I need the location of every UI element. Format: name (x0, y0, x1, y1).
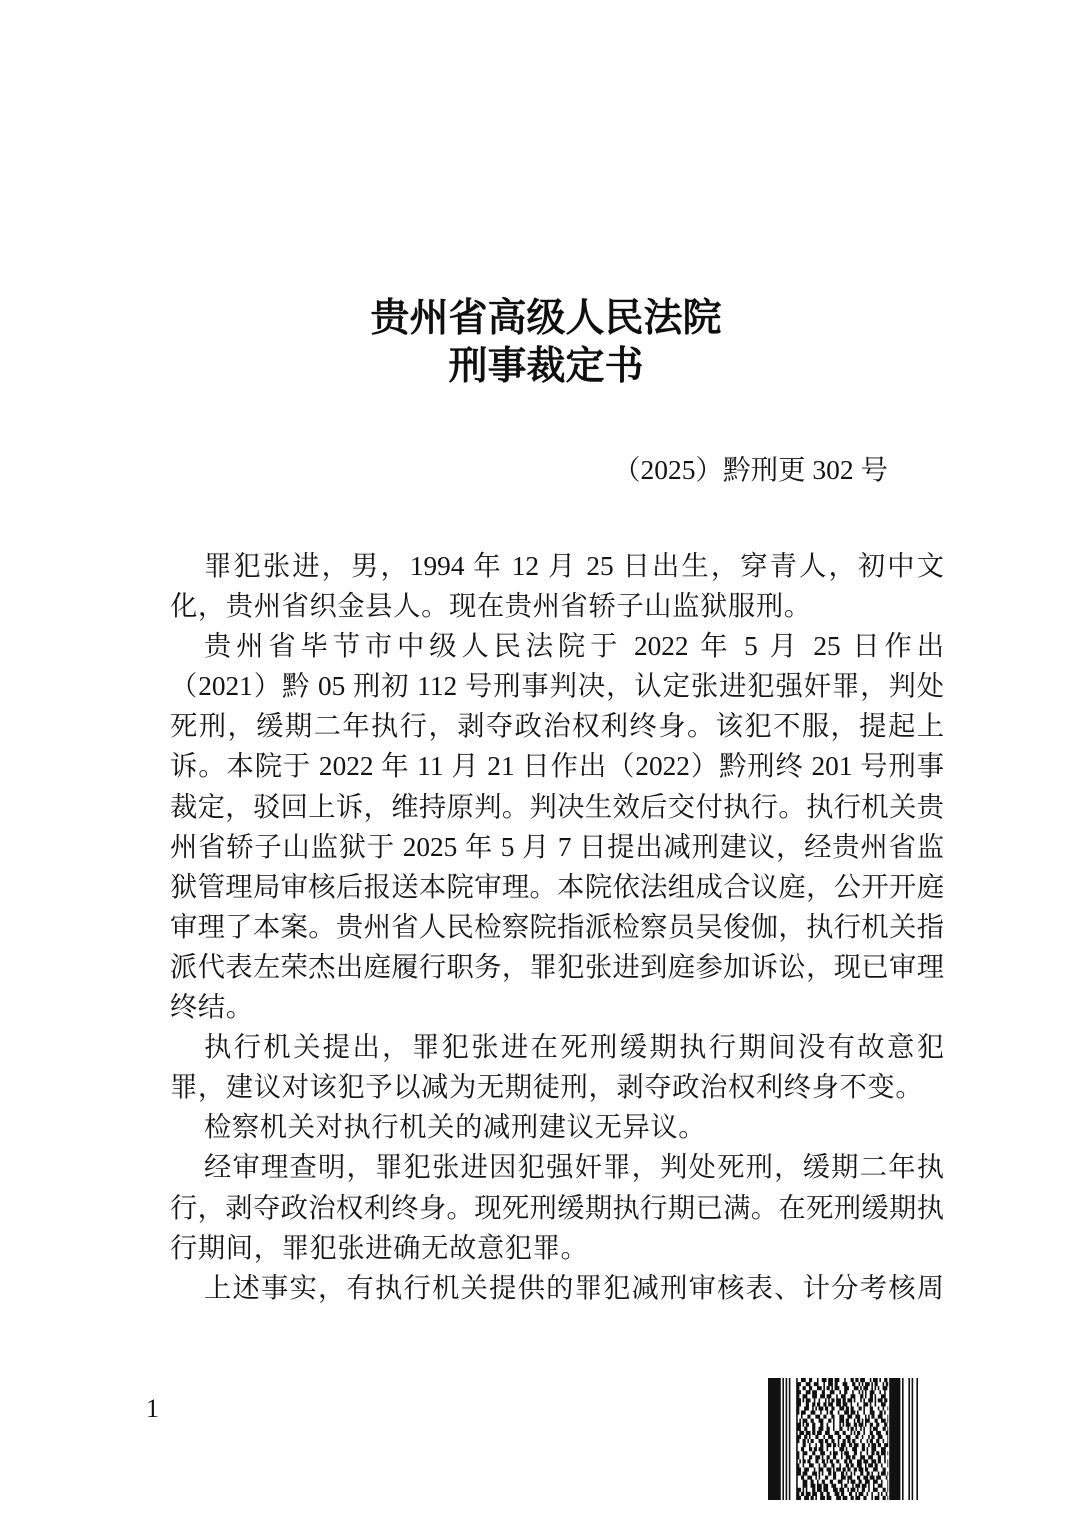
paragraph-defendant-info (170, 546, 944, 626)
text-line: （2021）黔 05 刑初 112 号刑事判决，认定张进犯强奸罪，判处 (170, 671, 944, 702)
text-line: 经审理查明，罪犯张进因犯强奸罪，判处死刑，缓期二年执 (204, 1152, 944, 1183)
text-line: 终结。 (170, 992, 254, 1023)
paragraph-evidence (170, 1268, 944, 1308)
paragraph-procuratorate-opinion (170, 1107, 944, 1147)
paragraph-case-history (170, 626, 944, 1027)
text-line: 执行机关提出，罪犯张进在死刑缓期执行期间没有故意犯 (204, 1032, 944, 1063)
text-line: 死刑，缓期二年执行，剥夺政治权利终身。该犯不服，提起上 (170, 711, 944, 742)
document-body (170, 546, 944, 1308)
case-number: （2025）黔刑更 302 号 (613, 454, 888, 485)
text-line: 化，贵州省织金县人。现在贵州省轿子山监狱服刑。 (170, 591, 812, 622)
paragraph-commutation-proposal (170, 1027, 944, 1107)
text-line: 狱管理局审核后报送本院审理。本院依法组成合议庭，公开开庭 (170, 871, 944, 902)
text-line: 行期间，罪犯张进确无故意犯罪。 (170, 1232, 589, 1263)
court-name: 贵州省高级人民法院 (370, 295, 722, 341)
text-line: 裁定，驳回上诉，维持原判。判决生效后交付执行。执行机关贵 (170, 791, 944, 822)
text-line: 审理了本案。贵州省人民检察院指派检察员吴俊伽，执行机关指 (170, 911, 944, 942)
text-line: 派代表左荣杰出庭履行职务，罪犯张进到庭参加诉讼，现已审理 (170, 951, 944, 982)
document-title (14, 294, 1078, 390)
text-line: 罪，建议对该犯予以减为无期徒刑，剥夺政治权利终身不变。 (170, 1072, 924, 1103)
document-type: 刑事裁定书 (448, 343, 644, 389)
text-line: 检察机关对执行机关的减刑建议无异议。 (204, 1112, 707, 1143)
text-line: 罪犯张进，男，1994 年 12 月 25 日出生，穿青人，初中文 (204, 551, 944, 581)
text-line: 诉。本院于 2022 年 11 月 21 日作出（2022）黔刑终 201 号刑事 (170, 751, 944, 782)
text-line: 行，剥夺政治权利终身。现死刑缓期执行期已满。在死刑缓期执 (170, 1192, 944, 1223)
barcode-start-pattern (768, 1378, 790, 1500)
barcode (768, 1378, 918, 1500)
text-line: 贵州省毕节市中级人民法院于 2022 年 5 月 25 日作出 (204, 631, 944, 662)
text-line: 州省轿子山监狱于 2025 年 5 月 7 日提出减刑建议，经贵州省监 (170, 831, 944, 862)
paragraph-findings (170, 1147, 944, 1267)
text-line: 上述事实，有执行机关提供的罪犯减刑审核表、计分考核周 (204, 1272, 944, 1303)
page-number: 1 (146, 1394, 159, 1423)
